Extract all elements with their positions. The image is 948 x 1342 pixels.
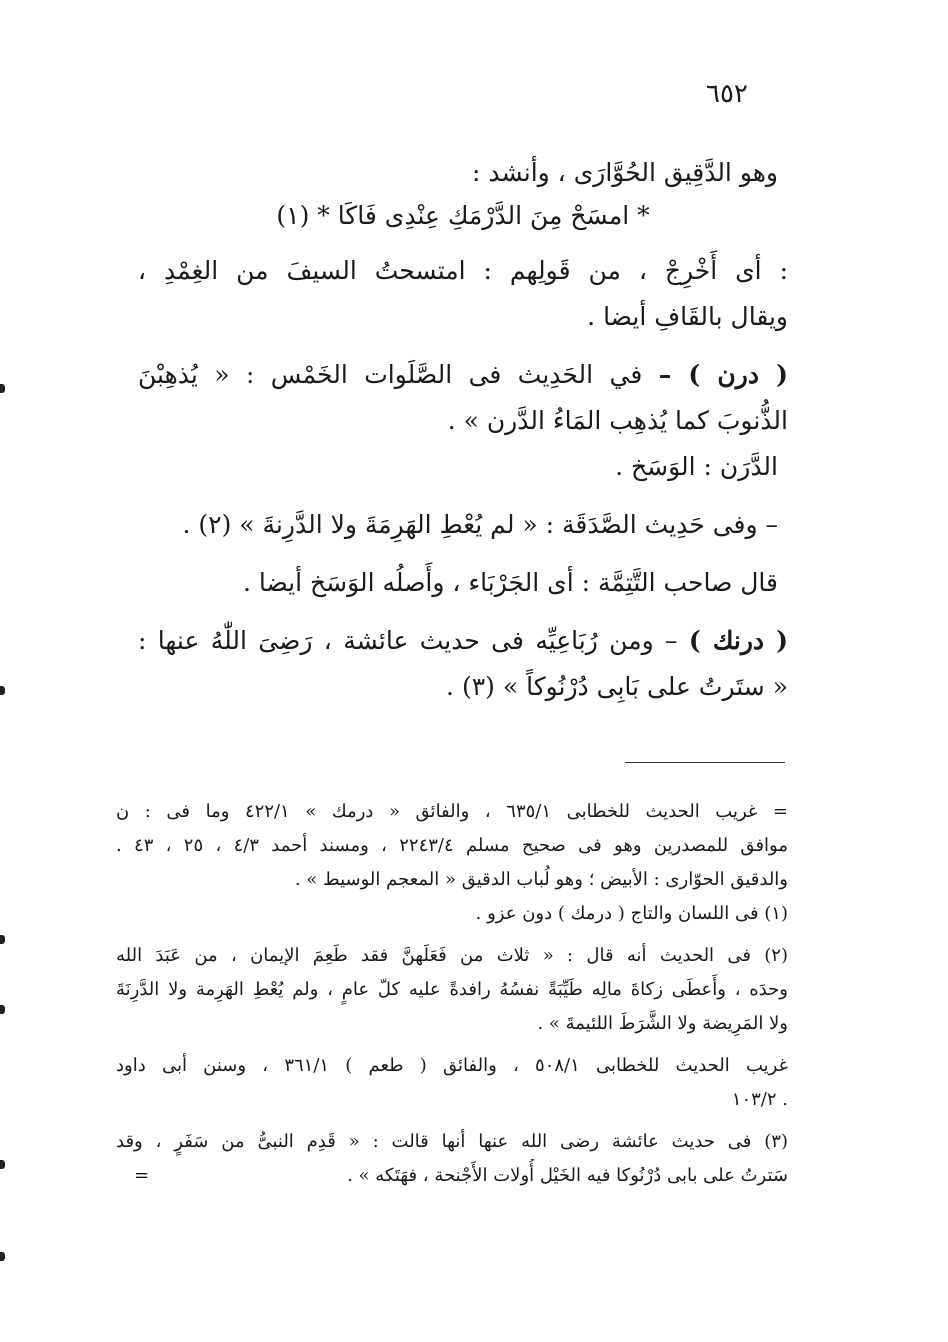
margin-mark	[0, 1252, 5, 1261]
margin-mark	[0, 1005, 5, 1014]
entry-text: – ومن رُبَاعِيِّه فى حديث عائشة ، رَضِىَ اللّٰهُ عنها :	[138, 626, 678, 655]
footnote-line: . ١٠٣/٢	[731, 1089, 788, 1110]
entry-heading-darn: ( درن ) –	[658, 360, 788, 389]
margin-mark	[0, 935, 5, 944]
text-line: قال صاحب التَّتِمَّة : أى الجَرْبَاء ، وأَصلُه الوَسَخ أيضا .	[242, 568, 778, 597]
continuation-mark: =	[134, 1165, 150, 1186]
footnote-1: (١) فى اللسان والتاج ( درمك ) دون عزو .	[475, 903, 788, 924]
entry-heading-darnak: ( درنك )	[688, 626, 788, 655]
footnote-line: = غريب الحديث للخطابى ٦٣٥/١ ، والفائق « درمك » ٤٢٢/١ وما فى : ن	[116, 801, 788, 822]
footnote-line: والدقيق الحوّارى : الأبيض ؛ وهو لُباب الدقيق « المعجم الوسيط » .	[294, 869, 788, 890]
margin-mark	[0, 686, 5, 695]
main-text	[138, 150, 788, 710]
footnote-line: غريب الحديث للخطابى ٥٠٨/١ ، والفائق ( طعم ) ٣٦١/١ ، وسنن أبى داود	[116, 1055, 788, 1076]
margin-mark	[0, 1160, 5, 1169]
entry-line	[138, 352, 788, 398]
footnote-line: موافق للمصدرين وهو فى صحيح مسلم ٢٢٤٣/٤ ، ومسند أحمد ٤/٣ ، ٢٥ ، ٤٣ .	[116, 835, 788, 856]
verse-line: * امسَحْ مِنَ الدَّرْمَكِ عِنْدِى فَاكَا * (١)	[276, 201, 650, 230]
text-line: الذُّنوبَ كما يُذهِب المَاءُ الدَّرن » .	[447, 406, 788, 435]
page-number: ٦٥٢	[706, 79, 748, 109]
footnote-line	[116, 1159, 788, 1193]
text-line: : أى أَخْرِجْ ، من قَولِهم : امتسحتُ السيفَ من الغِمْدِ ،	[138, 256, 788, 285]
footnote-line: وحدَه ، وأَعطَى زكاةَ مالِه طَيِّبَةً نفسُهُ رافدةً عليه كلّ عامٍ ، ولم يُعْطِ الهَرِمة ولا الدَّرِنَةَ	[116, 979, 788, 1000]
footnote-line: ولا المَرِيضة ولا الشَّرَطَ اللئيمةَ » .	[537, 1013, 788, 1034]
footnote-divider	[625, 762, 785, 763]
margin-mark	[0, 384, 5, 393]
text-line: – وفى حَدِيث الصَّدَقَة : « لم يُعْطِ الهَرِمَةَ ولا الدَّرِنةَ » (٢) .	[182, 510, 778, 539]
footnote-2: (٢) فى الحديث أنه قال : « ثلاث من فَعَلَهنَّ فقد طَعِمَ الإيمان ، من عَبَدَ الله	[116, 945, 788, 966]
text-line: « ستَرتُ على بَابِى دُرْنُوكاً » (٣) .	[446, 672, 788, 701]
entry-text: في الحَدِيث فى الصَّلَوات الخَمْس : « يُذهِبْنَ	[138, 360, 643, 389]
text-line: الدَّرَن : الوَسَخ .	[615, 452, 778, 481]
footnotes	[116, 795, 788, 1193]
footnote-text: سَترتُ على بابى دُرْنُوكا فيه الخَيْل أُولات الأَجْنحة ، فهَتَكه » .	[347, 1165, 788, 1186]
footnote-3: (٣) فى حديث عائشة رضى الله عنها أنها قالت : « قَدِم النبىُّ من سَفَرٍ ، وقد	[116, 1131, 788, 1152]
entry-line	[138, 618, 788, 664]
text-line: ويقال بالقَافِ أيضا .	[587, 302, 788, 331]
text-line: وهو الدَّقِيق الحُوَّارَى ، وأنشد :	[471, 158, 778, 187]
